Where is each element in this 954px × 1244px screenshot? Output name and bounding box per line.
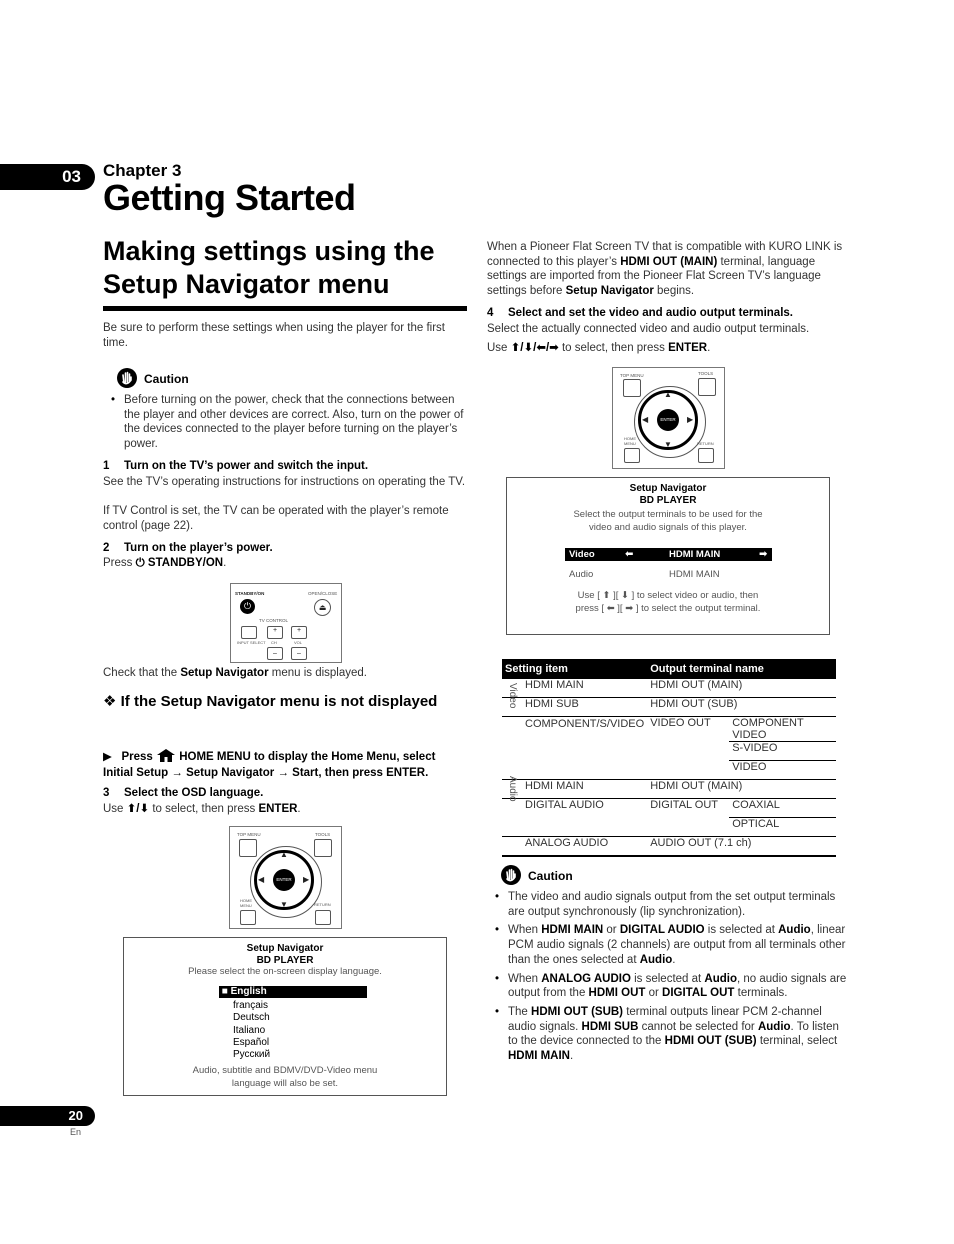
language-option[interactable]: Español	[233, 1036, 270, 1048]
check-text: Check that the Setup Navigator menu is displayed.	[103, 667, 367, 679]
caution-label: Caution	[528, 869, 573, 883]
language-option[interactable]: français	[233, 1000, 269, 1011]
press-home-menu-instruction: ▶ Press HOME MENU to display the Home Menu, select Initial Setup → Setup Navigator → Start, then press ENTER.	[103, 748, 468, 781]
arrow-icons: ⬆/⬇	[126, 803, 150, 815]
caution-hand-icon	[501, 865, 521, 885]
group-label-video: Video	[507, 683, 518, 709]
step-1-text-2: If TV Control is set, the TV can be operated with the player’s remote control (page 22).	[103, 505, 449, 532]
remote-standby-illustration: STANDBY/ON OPEN/CLOSE ⏻ ⏏ TV CONTROL + + INPUT SELECT CH VOL – –	[230, 583, 342, 663]
output-terminal-table	[502, 659, 836, 857]
table-row: COMPONENT/S/VIDEO VIDEO OUT COMPONENT VIDEO	[502, 717, 836, 742]
group-label-audio: Audio	[507, 776, 518, 802]
step-1-text-1: See the TV’s operating instructions for instructions on operating the TV.	[103, 476, 466, 488]
arrow-left-icon: ⬅	[625, 549, 634, 560]
intro-text: Be sure to perform these settings when using the player for the first time.	[103, 322, 445, 349]
caution-item: • The video and audio signals output from the set output terminals are output synchronously (lip synchronization).	[495, 890, 850, 919]
triangle-right-icon: ▶	[103, 751, 112, 763]
table-row: S-VIDEO	[502, 742, 836, 761]
table-row: OPTICAL	[502, 818, 836, 837]
page-title: Getting Started	[103, 177, 356, 218]
diamond-icon: ❖	[103, 693, 117, 710]
chapter-label: Chapter 3	[103, 161, 182, 180]
arrow-right-icon: ➡	[759, 549, 768, 560]
audio-output-value[interactable]: HDMI MAIN	[669, 569, 720, 580]
step-3-title: 3 Select the OSD language.	[103, 787, 264, 799]
table-header: Setting item	[502, 659, 647, 679]
step-4-title: 4 Select and set the video and audio output terminals.	[487, 307, 793, 319]
enter-button: ENTER	[657, 409, 679, 431]
language-options	[233, 1000, 270, 1061]
step-4-use-text: Use ⬆/⬇/⬅/➡ to select, then press ENTER.	[487, 342, 711, 354]
step-1-title: 1 Turn on the TV’s power and switch the input.	[103, 460, 369, 472]
step-3-text: Use ⬆/⬇ to select, then press ENTER.	[103, 803, 301, 815]
table-row: DIGITAL AUDIO DIGITAL OUT COAXIAL	[502, 799, 836, 818]
section-rule	[103, 306, 467, 311]
language-option[interactable]: Русский	[233, 1049, 271, 1061]
video-output-row[interactable]: Video ⬅ HDMI MAIN ➡	[565, 548, 772, 561]
enter-button: ENTER	[273, 869, 295, 891]
caution-list	[111, 393, 466, 456]
table-row: HDMI SUB HDMI OUT (SUB)	[502, 698, 836, 717]
power-icon: ⏻	[135, 557, 145, 569]
audio-output-label[interactable]: Audio	[569, 569, 594, 580]
home-icon	[156, 748, 176, 761]
caution-hand-icon	[117, 368, 137, 388]
remote-nav-illustration: TOP MENU TOOLS ENTER ▲ ▼ ◀ ▶ HOME MENU RETURN	[229, 826, 342, 929]
table-row: VIDEO	[502, 761, 836, 780]
kuro-link-text: When a Pioneer Flat Screen TV that is compatible with KURO LINK is connected to this player’s HDMI OUT (MAIN) terminal, language settings are imported from the Pioneer Flat Screen TV’s language settings before Setup Navigator begins.	[487, 241, 843, 298]
step-2-text: Press ⏻ STANDBY/ON.	[103, 557, 227, 569]
caution-list	[495, 890, 850, 1068]
remote-nav-illustration-2: TOP MENU TOOLS ENTER ▲ ▼ ◀ ▶ HOME MENU RETURN	[612, 367, 725, 469]
caution-label: Caution	[144, 372, 189, 386]
language-code: En	[70, 1127, 82, 1137]
table-header: Output terminal name	[647, 659, 836, 679]
eject-button: ⏏	[314, 599, 331, 616]
step-4-text: Select the actually connected video and audio output terminals.	[487, 323, 810, 335]
table-row: HDMI MAIN HDMI OUT (MAIN)	[502, 780, 836, 799]
osd-language-screen: Setup Navigator BD PLAYER Please select the on-screen display language. ■ English français Deutsch Italiano Español Русский Audio, subtitle and BDMV/DVD-Video menu language will also be set.	[123, 937, 447, 1096]
caution-item: • Before turning on the power, check that the connections between the player and other devices are correct. Also, turn on the power of the devices connected to the player before turning on the player’s power.	[111, 393, 466, 452]
caution-item: • When HDMI MAIN or DIGITAL AUDIO is selected at Audio, linear PCM audio signals (2 channels) are output from all terminals other than the ones selected at Audio.	[495, 923, 850, 967]
language-option-selected[interactable]: ■ English	[219, 986, 367, 998]
step-2-title: 2 Turn on the player’s power.	[103, 542, 273, 554]
arrow-icons: ⬆/⬇/⬅/➡	[510, 342, 559, 354]
table-row: ANALOG AUDIO AUDIO OUT (7.1 ch)	[502, 837, 836, 857]
chapter-tab: 03	[0, 164, 95, 190]
table-row: HDMI MAIN HDMI OUT (MAIN)	[502, 679, 836, 698]
standby-button: ⏻	[240, 599, 255, 614]
subsection-title: ❖ If the Setup Navigator menu is not displayed	[103, 693, 438, 710]
page-number: 20	[0, 1106, 95, 1126]
section-title: Making settings using the Setup Navigator menu	[103, 236, 435, 299]
output-terminal-screen: Setup Navigator BD PLAYER Select the output terminals to be used for the video and audio signals of this player. Video ⬅ HDMI MAIN ➡ Audio HDMI MAIN Use [ ⬆ ][ ⬇ ] to select video or audio, then press [ ⬅ ][ ➡ ] to select the output terminal.	[506, 477, 830, 635]
language-option[interactable]: Deutsch	[233, 1012, 270, 1024]
caution-item: • The HDMI OUT (SUB) terminal outputs linear PCM 2-channel audio signals. HDMI SUB cannot be selected for Audio. To listen to the device connected to the HDMI OUT (SUB) terminal, select HDMI MAIN.	[495, 1005, 850, 1064]
language-option[interactable]: Italiano	[233, 1024, 266, 1036]
caution-item: • When ANALOG AUDIO is selected at Audio, no audio signals are output from the HDMI OUT or DIGITAL OUT terminals.	[495, 972, 850, 1001]
